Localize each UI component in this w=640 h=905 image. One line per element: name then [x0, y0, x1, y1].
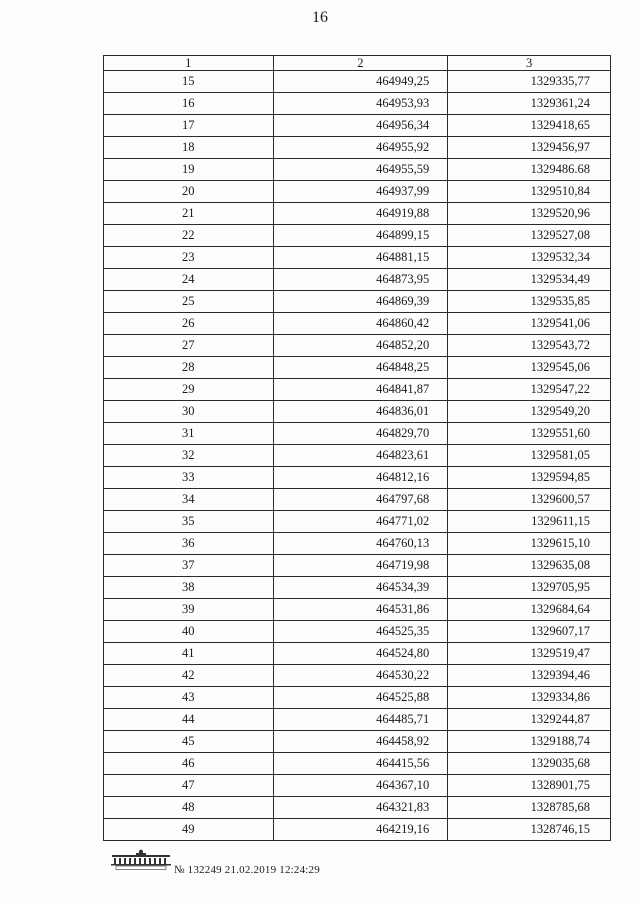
x-coordinate-cell: 464852,20: [273, 335, 448, 357]
point-number-cell: 23: [104, 247, 274, 269]
x-coordinate-cell: 464797,68: [273, 489, 448, 511]
x-coordinate-cell: 464530,22: [273, 665, 448, 687]
x-coordinate-cell: 464873,95: [273, 269, 448, 291]
point-number-cell: 29: [104, 379, 274, 401]
table-row: [104, 511, 611, 533]
x-coordinate-cell: 464760,13: [273, 533, 448, 555]
x-coordinate-cell: 464219,16: [273, 819, 448, 841]
point-number-cell: 43: [104, 687, 274, 709]
table-row: [104, 225, 611, 247]
x-coordinate-cell: 464321,83: [273, 797, 448, 819]
point-number-cell: 48: [104, 797, 274, 819]
x-coordinate-cell: 464525,35: [273, 621, 448, 643]
x-coordinate-cell: 464823,61: [273, 445, 448, 467]
x-coordinate-cell: 464367,10: [273, 775, 448, 797]
y-coordinate-cell: 1329519,47: [448, 643, 611, 665]
point-number-cell: 16: [104, 93, 274, 115]
y-coordinate-cell: 1329635,08: [448, 555, 611, 577]
y-coordinate-cell: 1329611,15: [448, 511, 611, 533]
x-coordinate-cell: 464829,70: [273, 423, 448, 445]
y-coordinate-cell: 1329615,10: [448, 533, 611, 555]
y-coordinate-cell: 1329551,60: [448, 423, 611, 445]
y-coordinate-cell: 1329541,06: [448, 313, 611, 335]
y-coordinate-cell: 1329607,17: [448, 621, 611, 643]
x-coordinate-cell: 464949,25: [273, 71, 448, 93]
table-row: [104, 423, 611, 445]
coordinates-table: [103, 55, 611, 841]
point-number-cell: 49: [104, 819, 274, 841]
table-row: [104, 379, 611, 401]
header-col-1: 1: [104, 56, 274, 71]
table-row: [104, 247, 611, 269]
table-row: [104, 489, 611, 511]
x-coordinate-cell: 464869,39: [273, 291, 448, 313]
table-row: [104, 203, 611, 225]
y-coordinate-cell: 1329035,68: [448, 753, 611, 775]
point-number-cell: 47: [104, 775, 274, 797]
point-number-cell: 28: [104, 357, 274, 379]
table-row: [104, 159, 611, 181]
table-header-row: [104, 56, 611, 71]
table-row: [104, 313, 611, 335]
x-coordinate-cell: 464955,92: [273, 137, 448, 159]
x-coordinate-cell: 464956,34: [273, 115, 448, 137]
table-row: [104, 533, 611, 555]
point-number-cell: 25: [104, 291, 274, 313]
table-row: [104, 753, 611, 775]
y-coordinate-cell: 1329361,24: [448, 93, 611, 115]
y-coordinate-cell: 1329188,74: [448, 731, 611, 753]
table-row: [104, 621, 611, 643]
table-row: [104, 181, 611, 203]
table-row: [104, 599, 611, 621]
x-coordinate-cell: 464524,80: [273, 643, 448, 665]
point-number-cell: 26: [104, 313, 274, 335]
y-coordinate-cell: 1329549,20: [448, 401, 611, 423]
table-row: [104, 93, 611, 115]
table-row: [104, 643, 611, 665]
point-number-cell: 22: [104, 225, 274, 247]
point-number-cell: 33: [104, 467, 274, 489]
point-number-cell: 17: [104, 115, 274, 137]
point-number-cell: 35: [104, 511, 274, 533]
x-coordinate-cell: 464531,86: [273, 599, 448, 621]
x-coordinate-cell: 464860,42: [273, 313, 448, 335]
table-row: [104, 731, 611, 753]
y-coordinate-cell: 1329510,84: [448, 181, 611, 203]
page-number: 16: [312, 9, 328, 26]
y-coordinate-cell: 1329545,06: [448, 357, 611, 379]
x-coordinate-cell: 464937,99: [273, 181, 448, 203]
point-number-cell: 30: [104, 401, 274, 423]
table-row: [104, 467, 611, 489]
x-coordinate-cell: 464848,25: [273, 357, 448, 379]
x-coordinate-cell: 464836,01: [273, 401, 448, 423]
header-col-2: 2: [273, 56, 448, 71]
point-number-cell: 34: [104, 489, 274, 511]
y-coordinate-cell: 1328746,15: [448, 819, 611, 841]
point-number-cell: 32: [104, 445, 274, 467]
y-coordinate-cell: 1329418,65: [448, 115, 611, 137]
x-coordinate-cell: 464953,93: [273, 93, 448, 115]
point-number-cell: 20: [104, 181, 274, 203]
parliament-building-icon: [110, 848, 172, 870]
y-coordinate-cell: 1329594,85: [448, 467, 611, 489]
point-number-cell: 44: [104, 709, 274, 731]
y-coordinate-cell: 1329684,64: [448, 599, 611, 621]
registration-number: № 132249 21.02.2019 12:24:29: [174, 864, 320, 876]
y-coordinate-cell: 1328785,68: [448, 797, 611, 819]
point-number-cell: 38: [104, 577, 274, 599]
table-row: [104, 115, 611, 137]
point-number-cell: 46: [104, 753, 274, 775]
table-row: [104, 71, 611, 93]
y-coordinate-cell: 1329486.68: [448, 159, 611, 181]
table-row: [104, 335, 611, 357]
y-coordinate-cell: 1328901,75: [448, 775, 611, 797]
table-row: [104, 819, 611, 841]
x-coordinate-cell: 464771,02: [273, 511, 448, 533]
x-coordinate-cell: 464841,87: [273, 379, 448, 401]
y-coordinate-cell: 1329581,05: [448, 445, 611, 467]
point-number-cell: 40: [104, 621, 274, 643]
table-row: [104, 357, 611, 379]
point-number-cell: 24: [104, 269, 274, 291]
table-row: [104, 137, 611, 159]
x-coordinate-cell: 464534,39: [273, 577, 448, 599]
header-col-3: 3: [448, 56, 611, 71]
point-number-cell: 45: [104, 731, 274, 753]
x-coordinate-cell: 464899,15: [273, 225, 448, 247]
table-row: [104, 401, 611, 423]
x-coordinate-cell: 464955,59: [273, 159, 448, 181]
point-number-cell: 39: [104, 599, 274, 621]
y-coordinate-cell: 1329244,87: [448, 709, 611, 731]
table-row: [104, 665, 611, 687]
table-row: [104, 555, 611, 577]
y-coordinate-cell: 1329535,85: [448, 291, 611, 313]
point-number-cell: 27: [104, 335, 274, 357]
table-row: [104, 797, 611, 819]
y-coordinate-cell: 1329547,22: [448, 379, 611, 401]
y-coordinate-cell: 1329600,57: [448, 489, 611, 511]
y-coordinate-cell: 1329520,96: [448, 203, 611, 225]
y-coordinate-cell: 1329705,95: [448, 577, 611, 599]
point-number-cell: 18: [104, 137, 274, 159]
x-coordinate-cell: 464919,88: [273, 203, 448, 225]
table-row: [104, 775, 611, 797]
x-coordinate-cell: 464458,92: [273, 731, 448, 753]
table-row: [104, 291, 611, 313]
point-number-cell: 21: [104, 203, 274, 225]
point-number-cell: 36: [104, 533, 274, 555]
table-row: [104, 445, 611, 467]
x-coordinate-cell: 464881,15: [273, 247, 448, 269]
table-row: [104, 709, 611, 731]
point-number-cell: 31: [104, 423, 274, 445]
table-row: [104, 269, 611, 291]
point-number-cell: 42: [104, 665, 274, 687]
y-coordinate-cell: 1329456,97: [448, 137, 611, 159]
table-row: [104, 687, 611, 709]
point-number-cell: 41: [104, 643, 274, 665]
table-row: [104, 577, 611, 599]
point-number-cell: 37: [104, 555, 274, 577]
x-coordinate-cell: 464525,88: [273, 687, 448, 709]
x-coordinate-cell: 464812,16: [273, 467, 448, 489]
y-coordinate-cell: 1329335,77: [448, 71, 611, 93]
point-number-cell: 15: [104, 71, 274, 93]
y-coordinate-cell: 1329334,86: [448, 687, 611, 709]
y-coordinate-cell: 1329534,49: [448, 269, 611, 291]
x-coordinate-cell: 464415,56: [273, 753, 448, 775]
x-coordinate-cell: 464485,71: [273, 709, 448, 731]
y-coordinate-cell: 1329394,46: [448, 665, 611, 687]
y-coordinate-cell: 1329532,34: [448, 247, 611, 269]
point-number-cell: 19: [104, 159, 274, 181]
y-coordinate-cell: 1329543,72: [448, 335, 611, 357]
y-coordinate-cell: 1329527,08: [448, 225, 611, 247]
x-coordinate-cell: 464719,98: [273, 555, 448, 577]
